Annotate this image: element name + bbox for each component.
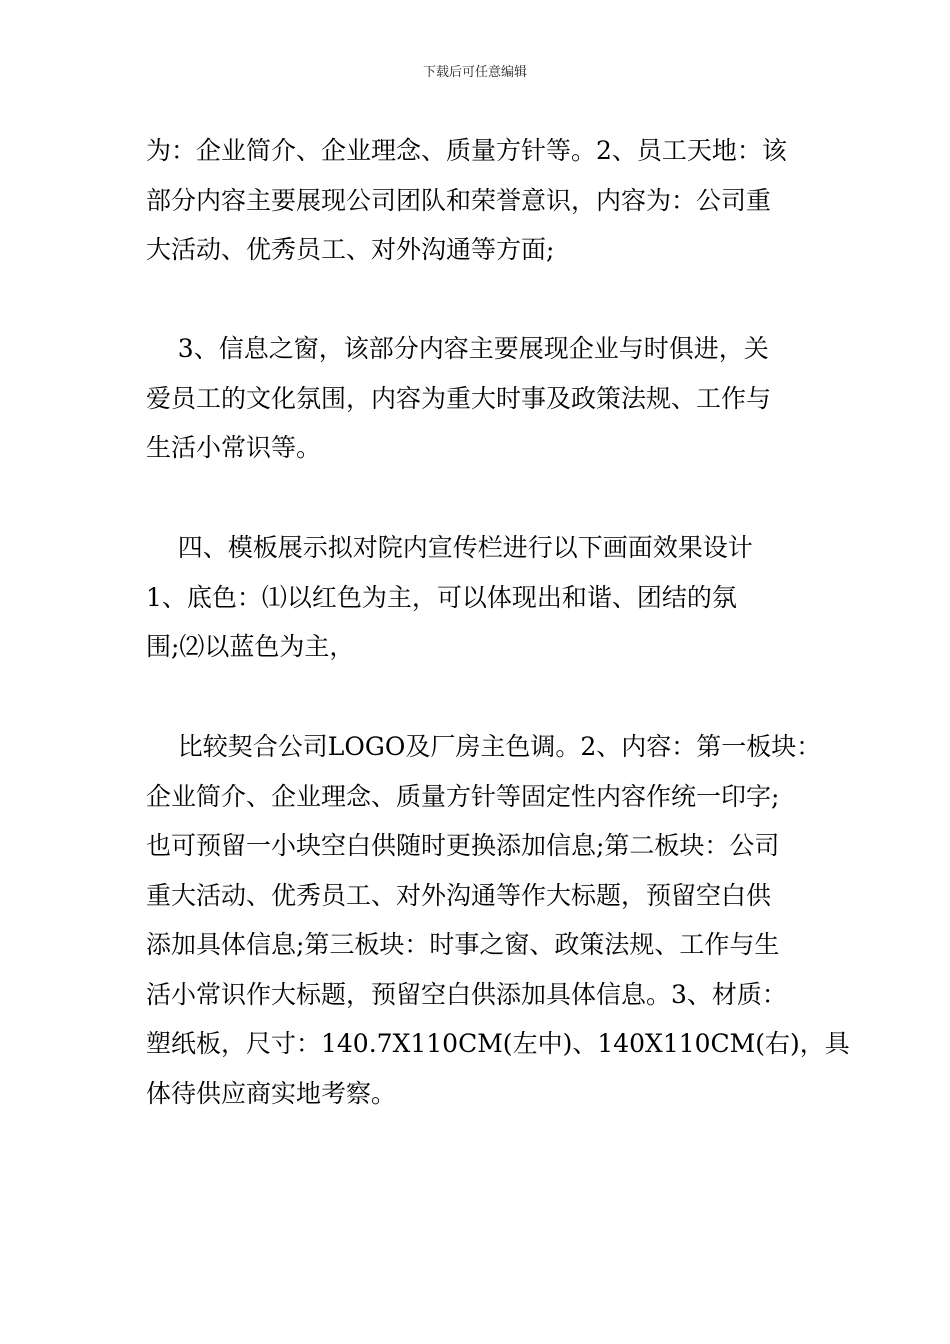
paragraph-line: 1、底色：⑴以红色为主，可以体现出和谐、团结的氛: [146, 582, 737, 612]
paragraph-line: 爱员工的文化氛围，内容为重大时事及政策法规、工作与: [146, 383, 772, 413]
paragraph-4: [146, 722, 850, 1118]
paragraph-line: 3、信息之窗，该部分内容主要展现企业与时俱进，关: [146, 334, 769, 363]
paragraph-3: [146, 523, 836, 672]
paragraph-line: 活小常识作大标题，预留空白供添加具体信息。3、材质：: [146, 979, 787, 1009]
paragraph-line: 重大活动、优秀员工、对外沟通等作大标题，预留空白供: [146, 880, 772, 910]
paragraph-line: 添加具体信息;第三板块：时事之窗、政策法规、工作与生: [146, 930, 780, 959]
paragraph-line: 塑纸板，尺寸：140.7X110CM(左中)、140X110CM(右)，具: [146, 1029, 850, 1058]
paragraph-line: 大活动、优秀员工、对外沟通等方面;: [146, 235, 555, 264]
paragraph-line: 生活小常识等。: [146, 433, 322, 462]
paragraph-2: [146, 324, 836, 473]
paragraph-1: [146, 126, 836, 275]
paragraph-line: 企业简介、企业理念、质量方针等固定性内容作统一印字;: [146, 781, 780, 811]
paragraph-line: 四、模板展示拟对院内宣传栏进行以下画面效果设计: [146, 533, 753, 562]
paragraph-line: 部分内容主要展现公司团队和荣誉意识，内容为：公司重: [146, 185, 772, 215]
paragraph-line: 也可预留一小块空白供随时更换添加信息;第二板块：公司: [146, 831, 780, 860]
paragraph-line: 比较契合公司LOGO及厂房主色调。2、内容：第一板块：: [146, 732, 822, 761]
paragraph-line: 围;⑵以蓝色为主，: [146, 632, 355, 661]
paragraph-line: 为：企业简介、企业理念、质量方针等。2、员工天地：该: [146, 136, 787, 165]
page-header-note: 下载后可任意编辑: [422, 65, 527, 80]
paragraph-line: 体待供应商实地考察。: [146, 1078, 397, 1108]
